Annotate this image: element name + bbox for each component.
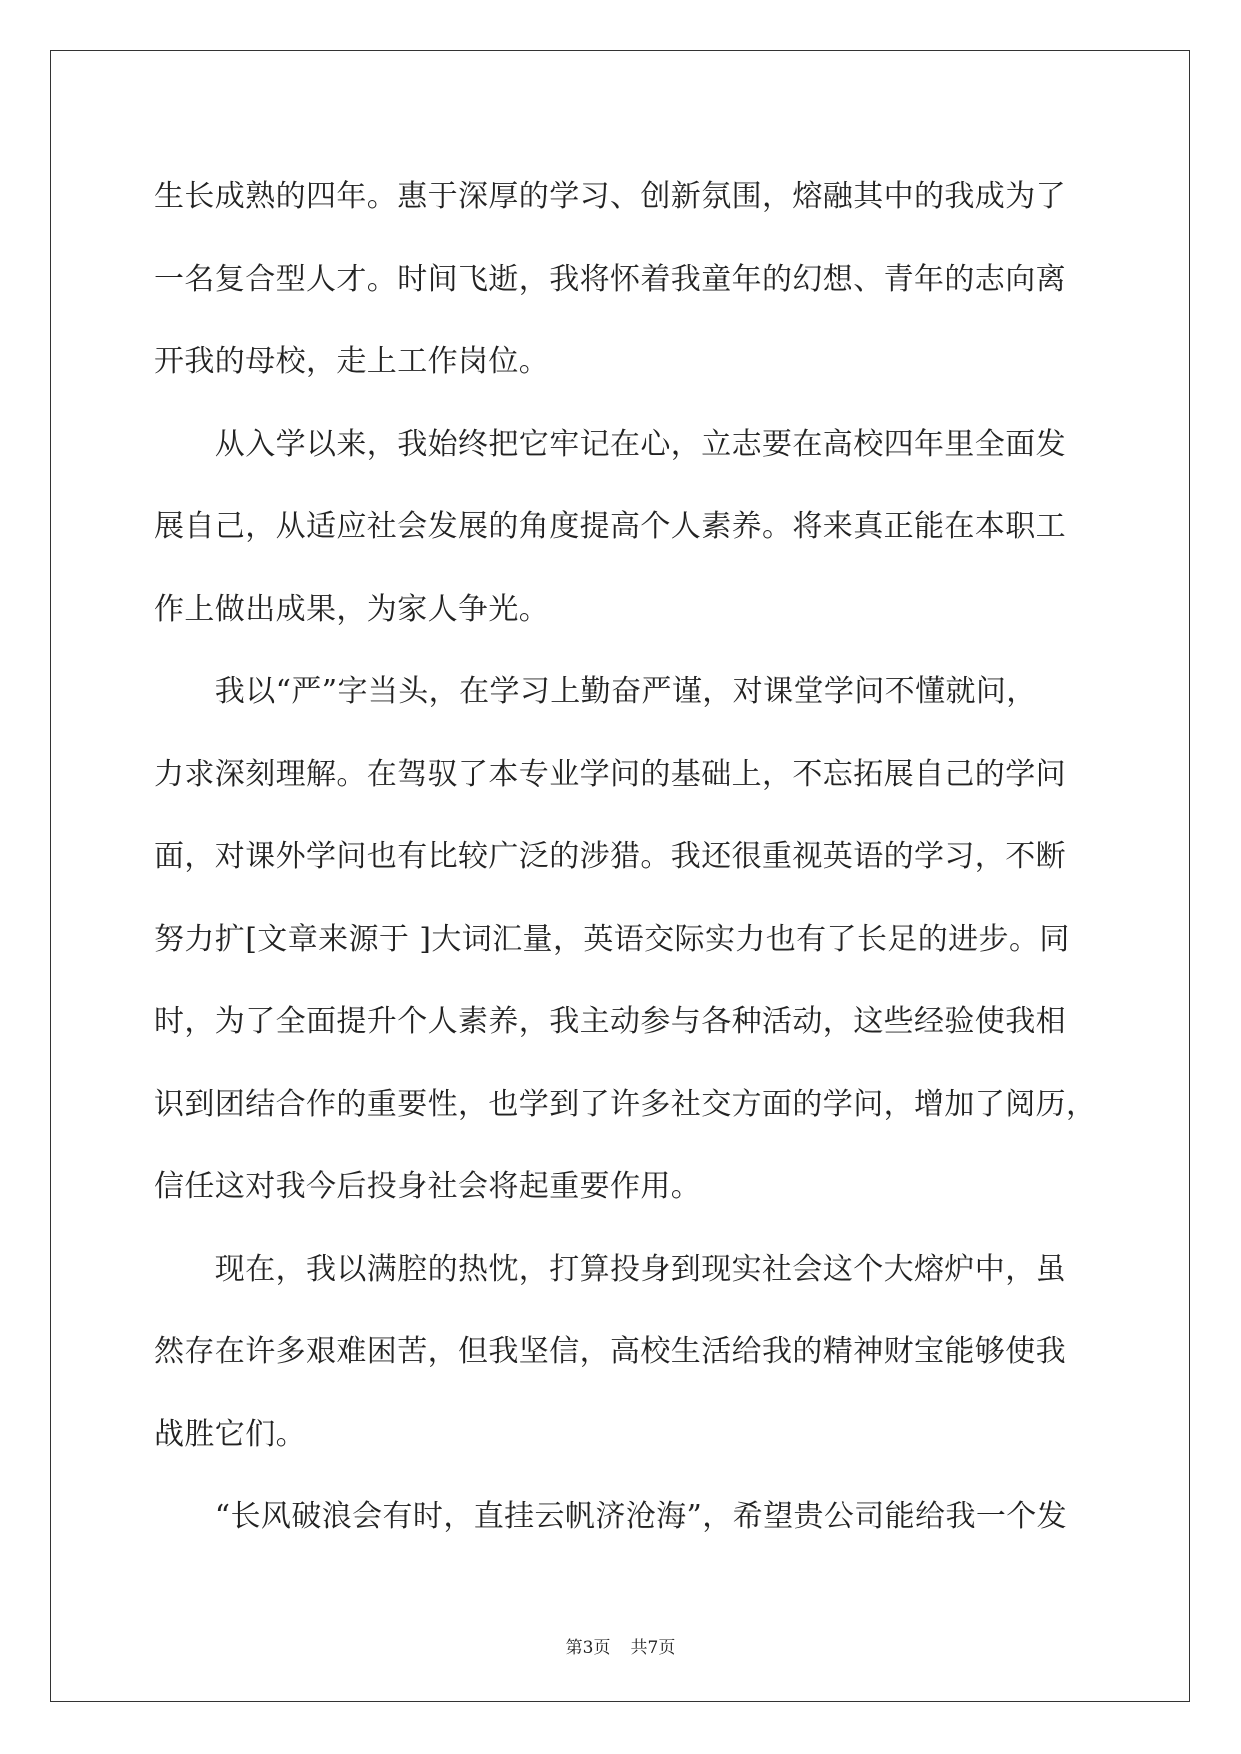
text-line: 战胜它们。 bbox=[154, 1416, 306, 1452]
text-line: 努力扩[文章来源于 ]大词汇量，英语交际实力也有了长足的进步。同 bbox=[154, 921, 1070, 957]
text-line: “长风破浪会有时，直挂云帆济沧海”，希望贵公司能给我一个发 bbox=[154, 1499, 1068, 1534]
text-line: 时，为了全面提升个人素养，我主动参与各种活动，这些经验使我相 bbox=[154, 1004, 1066, 1039]
text-line: 从入学以来，我始终把它牢记在心，立志要在高校四年里全面发 bbox=[154, 426, 1066, 462]
text-line: 我以“严”字当头，在学习上勤奋严谨，对课堂学问不懂就问， bbox=[154, 674, 1037, 709]
text-line: 力求深刻理解。在驾驭了本专业学问的基础上，不忘拓展自己的学问 bbox=[154, 756, 1066, 792]
text-line: 现在，我以满腔的热忱，打算投身到现实社会这个大熔炉中，虽 bbox=[154, 1251, 1066, 1287]
text-line: 生长成熟的四年。惠于深厚的学习、创新氛围，熔融其中的我成为了 bbox=[154, 179, 1066, 214]
text-line: 然存在许多艰难困苦，但我坚信，高校生活给我的精神财宝能够使我 bbox=[154, 1334, 1066, 1369]
page-number-total: 共7页 bbox=[630, 1638, 676, 1658]
text-line: 面，对课外学问也有比较广泛的涉猎。我还很重视英语的学习，不断 bbox=[154, 839, 1066, 874]
text-line: 信任这对我今后投身社会将起重要作用。 bbox=[154, 1169, 702, 1204]
page-number-current: 第3页 bbox=[565, 1638, 611, 1658]
document-body bbox=[154, 156, 1114, 1559]
text-line: 识到团结合作的重要性，也学到了许多社交方面的学问，增加了阅历， bbox=[154, 1086, 1097, 1122]
text-line: 展自己，从适应社会发展的角度提高个人素养。将来真正能在本职工 bbox=[154, 509, 1066, 544]
text-line: 开我的母校，走上工作岗位。 bbox=[154, 344, 550, 379]
text-line: 一名复合型人才。时间飞逝，我将怀着我童年的幻想、青年的志向离 bbox=[154, 261, 1066, 297]
page-footer bbox=[0, 1633, 1241, 1658]
text-line: 作上做出成果，为家人争光。 bbox=[154, 591, 550, 627]
